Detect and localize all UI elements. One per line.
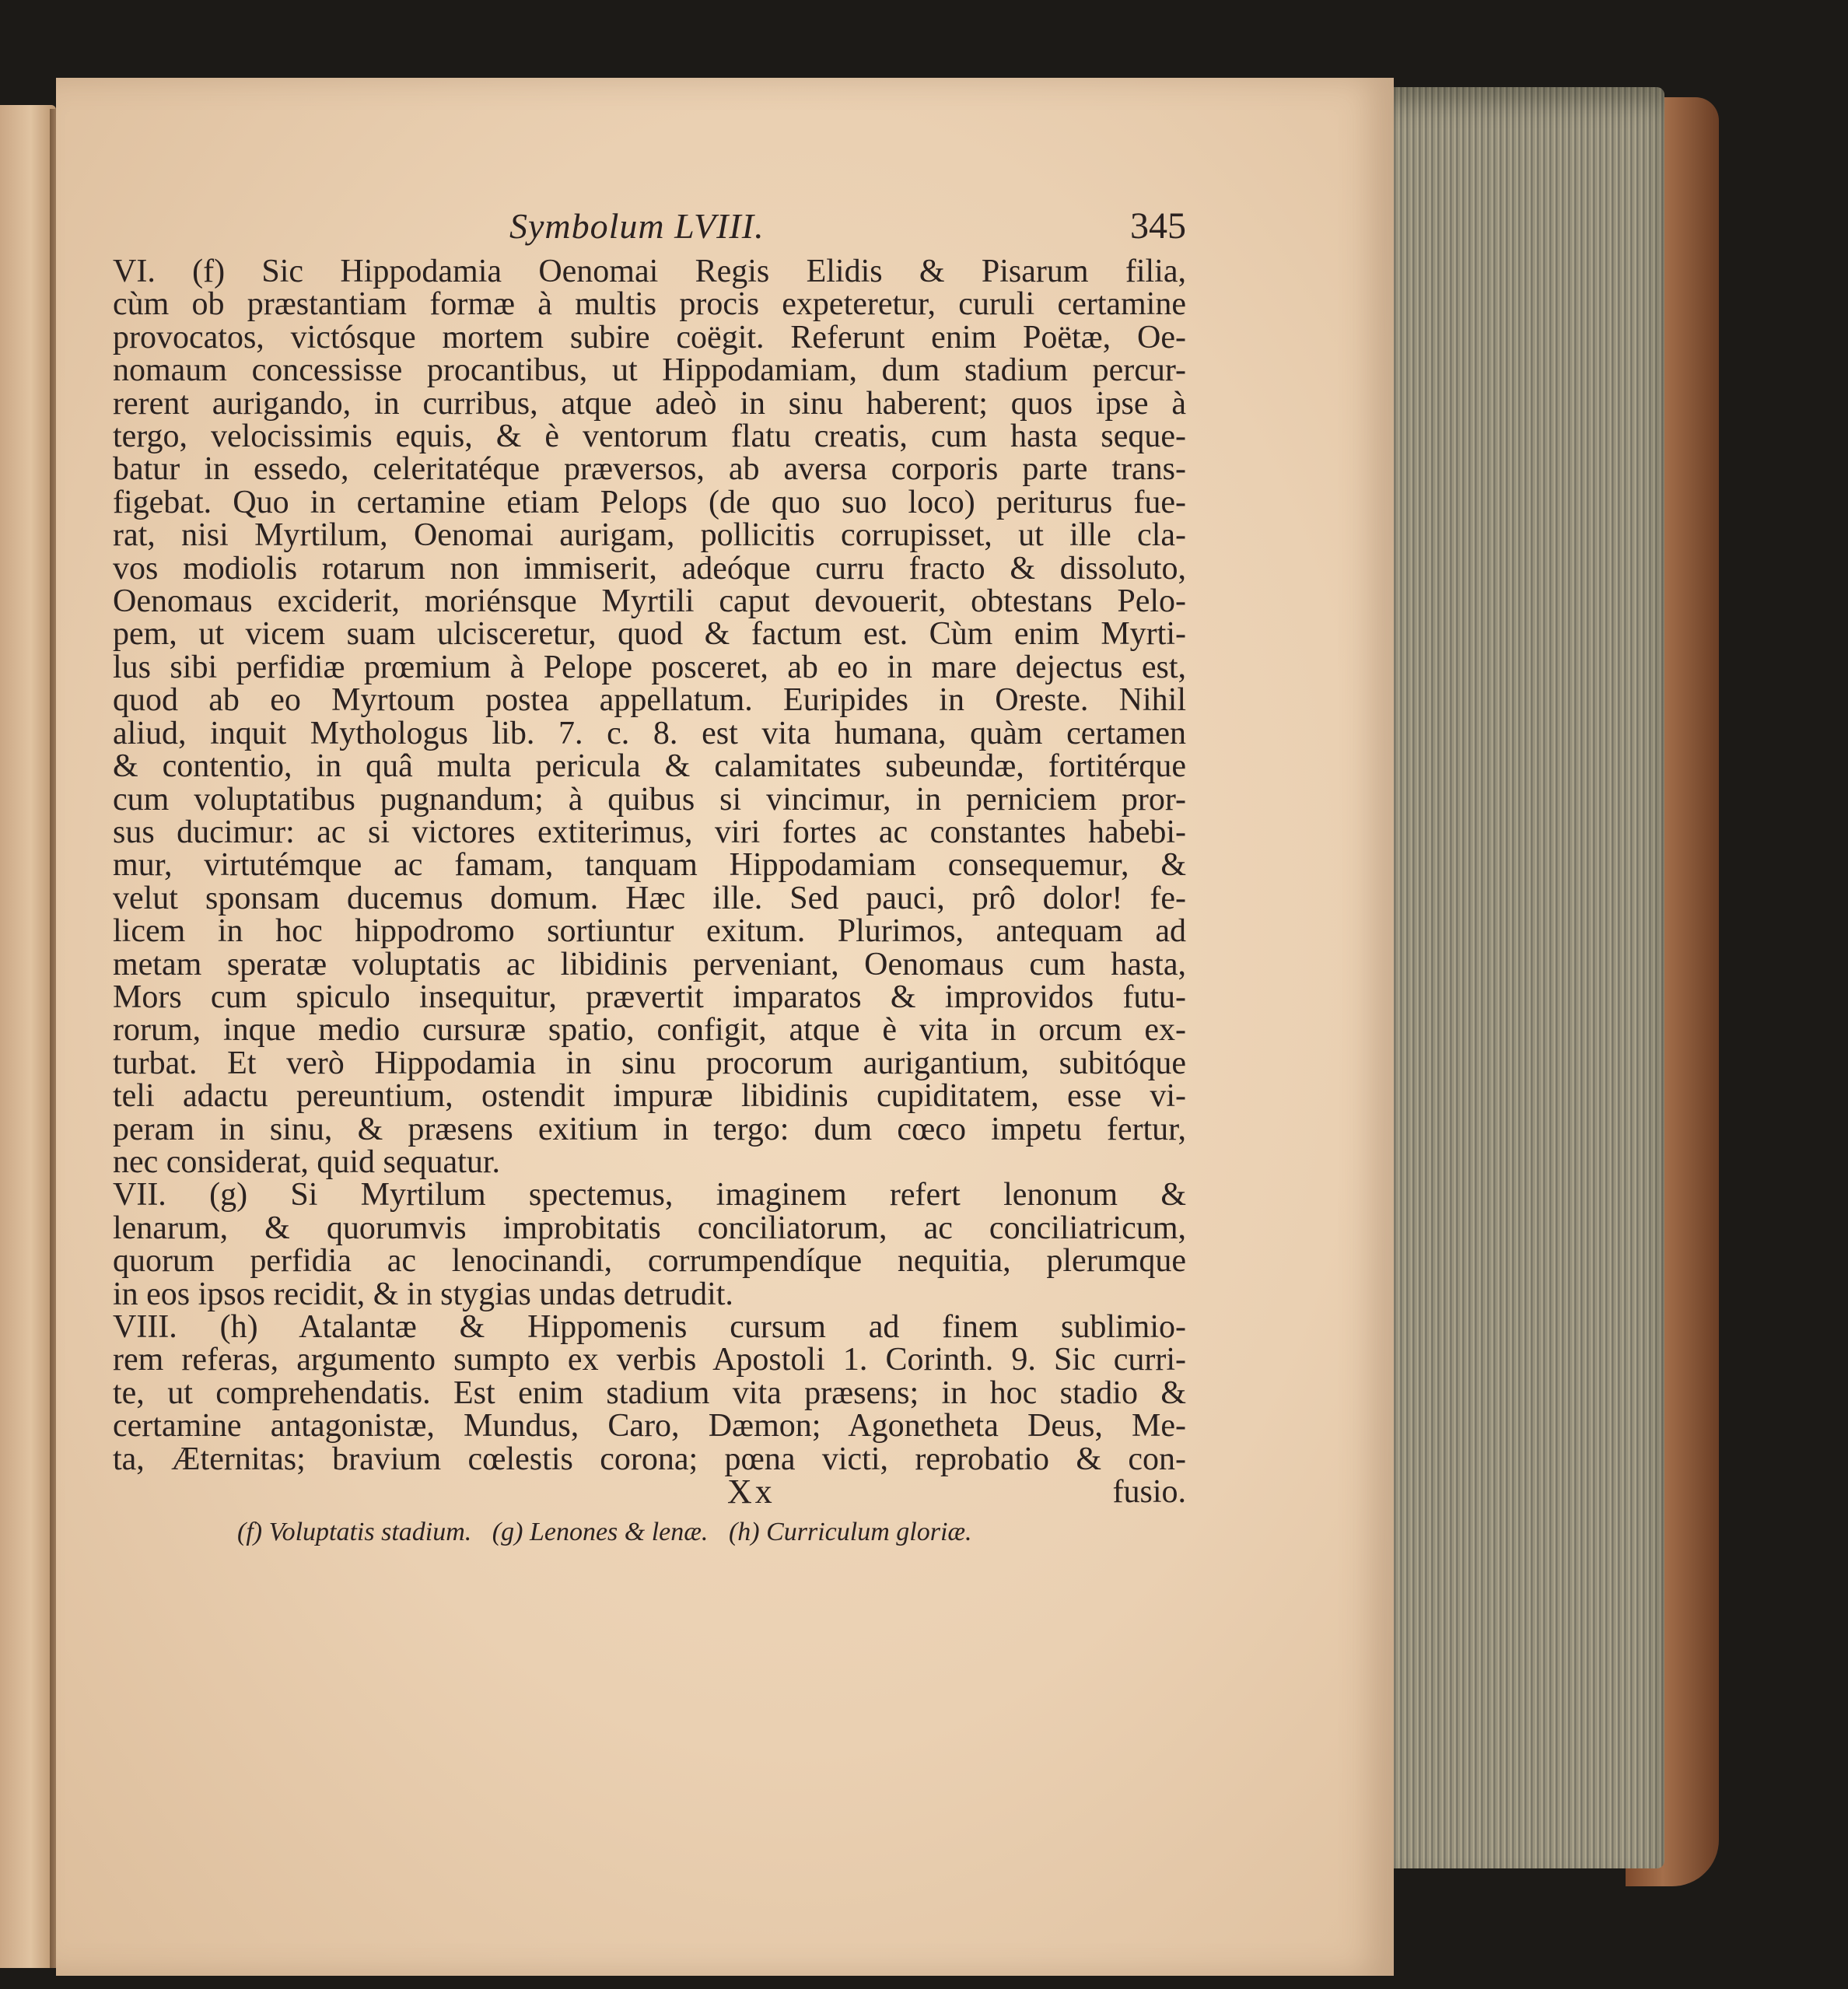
footnotes (113, 1516, 1186, 1549)
text-line: provocatos, victósque mortem subire coëgit. Referunt enim Poëtæ, Oe- (113, 319, 1186, 355)
text-line: in eos ipsos recidit, & in stygias undas detrudit. (113, 1276, 733, 1312)
left-page-edge (0, 105, 56, 1968)
text-line: teli adactu pereuntium, ostendit impuræ libidinis cupiditatem, esse vi- (113, 1078, 1186, 1115)
page-fore-edge (1353, 87, 1664, 1868)
text-line: figebat. Quo in certamine etiam Pelops (de quo suo loco) periturus fue- (113, 484, 1186, 520)
text-line: Oenomaus exciderit, moriénsque Myrtili caput devouerit, obtestans Pelo- (113, 583, 1186, 620)
signature-line (113, 1472, 1186, 1511)
text-line: metam speratæ voluptatis ac libidinis perveniant, Oenomaus cum hasta, (113, 946, 1186, 982)
page-number: 345 (1130, 205, 1186, 247)
text-line: Mors cum spiculo insequitur, prævertit imparatos & improvidos futu- (113, 979, 1186, 1015)
text-line: sus ducimur: ac si victores extiterimus, viri fortes ac constantes habebi- (113, 814, 1186, 850)
text-line: rat, nisi Myrtilum, Oenomai aurigam, pollicitis corrupisset, ut ille cla- (113, 517, 1186, 554)
text-line: pem, ut vicem suam ulcisceretur, quod & factum est. Cùm enim Myrti- (113, 616, 1186, 653)
text-line: turbat. Et verò Hippodamia in sinu procorum aurigantium, subitóque (113, 1045, 1186, 1081)
text-line: rem referas, argumento sumpto ex verbis Apostoli 1. Corinth. 9. Sic curri- (113, 1342, 1186, 1378)
signature-mark: Xx (727, 1472, 775, 1511)
text-line: lenarum, & quorumvis improbitatis conciliatorum, ac conciliatricum, (113, 1210, 1186, 1246)
text-line: nec considerat, quid sequatur. (113, 1143, 501, 1180)
text-line: batur in essedo, celeritatéque præversos, ab aversa corporis parte trans- (113, 451, 1186, 488)
text-line: licem in hoc hippodromo sortiuntur exitum. Plurimos, antequam ad (113, 913, 1186, 950)
text-line: te, ut comprehendatis. Est enim stadium vita præsens; in hoc stadio & (113, 1374, 1186, 1411)
text-line: vos modiolis rotarum non immiserit, adeóque curru fracto & dissoluto, (113, 550, 1186, 587)
footnote-h: (h) Curriculum gloriæ. (728, 1518, 972, 1547)
text-line: VI. (f) Sic Hippodamia Oenomai Regis Elidis & Pisarum filia, (113, 254, 1186, 289)
text-line: rerent aurigando, in curribus, atque adeò in sinu haberent; quos ipse à (113, 385, 1186, 422)
text-line: mur, virtutémque ac famam, tanquam Hippodamiam consequemur, & (113, 847, 1186, 884)
footnote-g: (g) Lenones & lenæ. (492, 1518, 709, 1547)
text-line: rorum, inque medio cursuræ spatio, configit, atque è vita in orcum ex- (113, 1012, 1186, 1049)
text-line: certamine antagonistæ, Mundus, Caro, Dæmon; Agonetheta Deus, Me- (113, 1408, 1186, 1444)
text-line: lus sibi perfidiæ prœmium à Pelope posceret, ab eo in mare dejectus est, (113, 649, 1186, 685)
body-text (113, 255, 1186, 1476)
footnote-f: (f) Voluptatis stadium. (237, 1518, 472, 1547)
text-line: & contentio, in quâ multa pericula & calamitates subeundæ, fortitérque (113, 748, 1186, 785)
page-text (113, 205, 1186, 1549)
text-line: cùm ob præstantiam formæ à multis procis expeteretur, curuli certamine (113, 286, 1186, 323)
text-line: cum voluptatibus pugnandum; à quibus si vincimur, in perniciem pror- (113, 781, 1186, 818)
text-line: quorum perfidia ac lenocinandi, corrumpendíque nequitia, plerumque (113, 1243, 1186, 1280)
running-head (113, 205, 1186, 250)
text-line: aliud, inquit Mythologus lib. 7. c. 8. est vita humana, quàm certamen (113, 715, 1186, 751)
text-line: quod ab eo Myrtoum postea appellatum. Euripides in Oreste. Nihil (113, 682, 1186, 719)
catchword: fusio. (1112, 1474, 1186, 1511)
text-line: nomaum concessisse procantibus, ut Hippodamiam, dum stadium percur- (113, 352, 1186, 389)
running-title: Symbolum LVIII. (509, 206, 765, 246)
text-line: ta, Æternitas; bravium cœlestis corona; pœna victi, reprobatio & con- (113, 1441, 1186, 1477)
text-line: peram in sinu, & præsens exitium in tergo: dum cœco impetu fertur, (113, 1111, 1186, 1147)
text-line: velut sponsam ducemus domum. Hæc ille. Sed pauci, prô dolor! fe- (113, 880, 1186, 916)
text-line: VII. (g) Si Myrtilum spectemus, imaginem refert lenonum & (113, 1177, 1186, 1213)
text-line: VIII. (h) Atalantæ & Hippomenis cursum ad finem sublimio- (113, 1309, 1186, 1345)
text-line: tergo, velocissimis equis, & è ventorum flatu creatis, cum hasta seque- (113, 418, 1186, 455)
